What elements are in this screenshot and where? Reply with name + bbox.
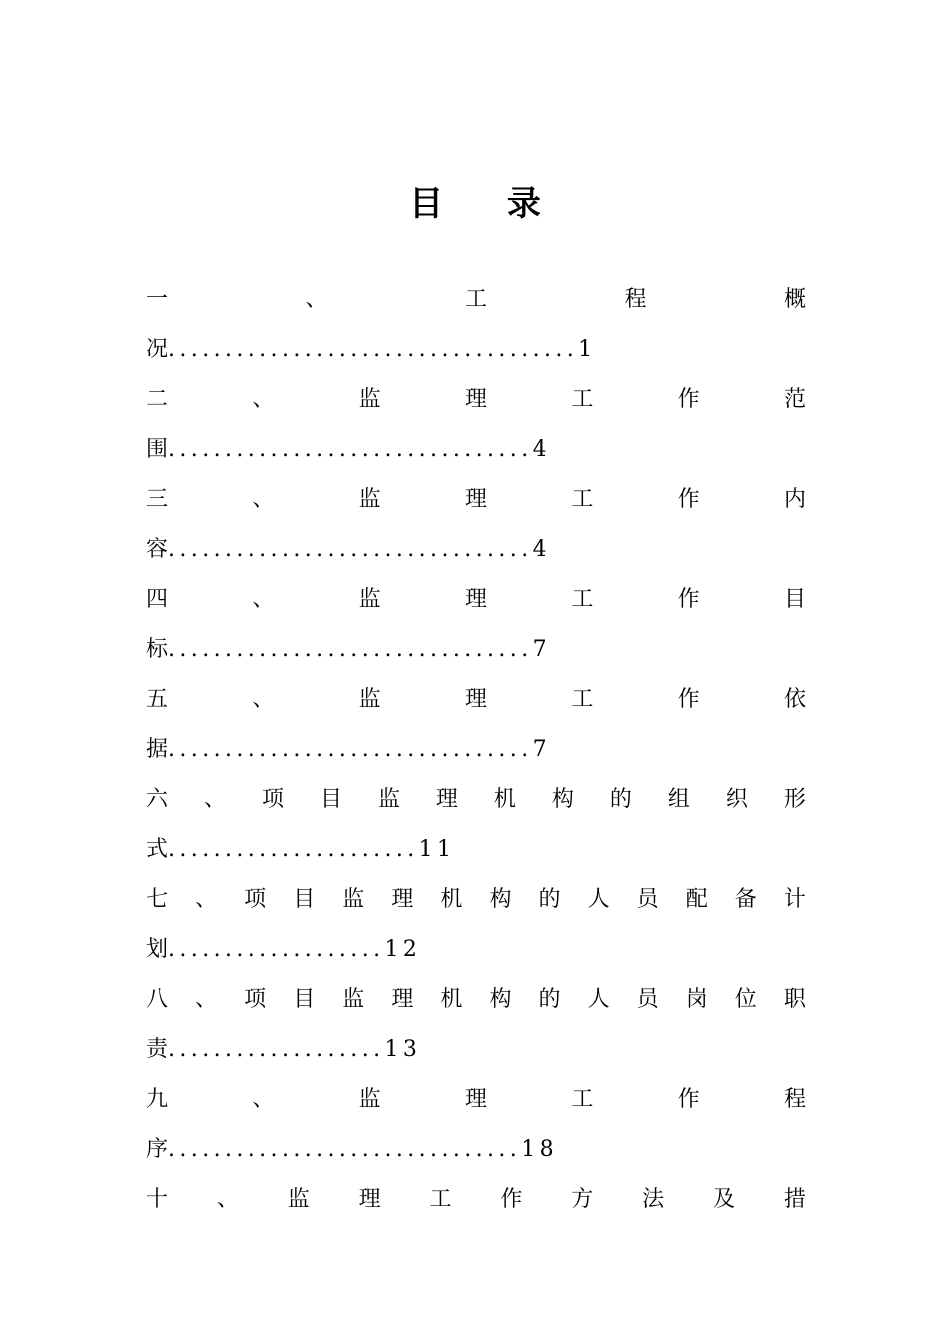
toc-entry-leader-line — [146, 1025, 806, 1075]
toc-heading-char: 计 — [783, 887, 806, 912]
toc-heading-char: 位 — [734, 987, 757, 1012]
toc-heading-char: 监 — [342, 887, 365, 912]
toc-heading-char: 、 — [252, 1087, 275, 1112]
toc-heading-char: 、 — [252, 587, 275, 612]
toc-heading-char: 理 — [435, 787, 458, 812]
toc-heading-char: 组 — [667, 787, 690, 812]
toc-heading-last-char: 划 — [146, 937, 169, 962]
toc-entry-heading-line — [146, 975, 806, 1025]
toc-leader-and-page-number: ................................7 — [168, 737, 551, 762]
toc-heading-char: 七 — [146, 887, 169, 912]
toc-entry[interactable] — [146, 975, 806, 1075]
toc-heading-char: 十 — [146, 1187, 169, 1212]
toc-heading-char: 、 — [203, 787, 226, 812]
table-of-contents — [146, 275, 806, 1225]
toc-heading-char: 程 — [783, 1087, 806, 1112]
toc-heading-char: 目 — [293, 987, 316, 1012]
toc-heading-char: 员 — [636, 987, 659, 1012]
toc-leader-and-page-number: ...................12 — [168, 937, 422, 962]
toc-heading-char: 的 — [609, 787, 632, 812]
toc-heading-char: 监 — [358, 587, 381, 612]
toc-leader-and-page-number: ................................4 — [168, 437, 551, 462]
toc-entry[interactable] — [146, 375, 806, 475]
toc-entry-leader-line — [146, 725, 806, 775]
toc-heading-char: 作 — [677, 587, 700, 612]
toc-heading-char: 项 — [244, 987, 267, 1012]
toc-heading-char: 工 — [571, 687, 594, 712]
toc-heading-char: 措 — [783, 1187, 806, 1212]
toc-heading-char: 、 — [216, 1187, 239, 1212]
toc-heading-char: 岗 — [685, 987, 708, 1012]
toc-entry-leader-line — [146, 825, 806, 875]
toc-heading-char: 理 — [464, 587, 487, 612]
toc-heading-char: 监 — [358, 487, 381, 512]
toc-heading-char: 项 — [244, 887, 267, 912]
toc-heading-char: 备 — [734, 887, 757, 912]
toc-leader-and-page-number: ...............................18 — [168, 1137, 558, 1162]
toc-heading-char: 、 — [195, 987, 218, 1012]
toc-heading-char: 、 — [305, 287, 328, 312]
toc-heading-char: 程 — [624, 287, 647, 312]
toc-heading-char: 四 — [146, 587, 169, 612]
toc-entry[interactable] — [146, 1175, 806, 1225]
toc-heading-last-char: 据 — [146, 737, 169, 762]
toc-heading-char: 三 — [146, 487, 169, 512]
toc-entry[interactable] — [146, 575, 806, 675]
toc-entry[interactable] — [146, 275, 806, 375]
toc-heading-char: 八 — [146, 987, 169, 1012]
toc-heading-char: 理 — [464, 1087, 487, 1112]
toc-entry[interactable] — [146, 1075, 806, 1175]
toc-heading-char: 构 — [551, 787, 574, 812]
toc-leader-and-page-number: ......................11 — [168, 837, 456, 862]
toc-heading-char: 构 — [489, 887, 512, 912]
toc-heading-char: 作 — [677, 1087, 700, 1112]
toc-heading-char: 形 — [783, 787, 806, 812]
toc-heading-char: 六 — [146, 787, 169, 812]
toc-heading-char: 及 — [713, 1187, 736, 1212]
toc-heading-char: 人 — [587, 887, 610, 912]
toc-leader-and-page-number: ....................................1 — [168, 337, 597, 362]
toc-heading-char: 九 — [146, 1087, 169, 1112]
toc-heading-last-char: 序 — [146, 1137, 169, 1162]
toc-heading-char: 构 — [489, 987, 512, 1012]
toc-heading-char: 的 — [538, 887, 561, 912]
toc-entry-leader-line — [146, 425, 806, 475]
toc-heading-last-char: 责 — [146, 1037, 169, 1062]
toc-heading-char: 概 — [783, 287, 806, 312]
toc-heading-char: 员 — [636, 887, 659, 912]
toc-heading-char: 依 — [783, 687, 806, 712]
toc-heading-char: 理 — [464, 387, 487, 412]
toc-entry-leader-line — [146, 925, 806, 975]
toc-entry-leader-line — [146, 525, 806, 575]
toc-heading-char: 理 — [391, 987, 414, 1012]
toc-heading-last-char: 况 — [146, 337, 169, 362]
toc-heading-char: 的 — [538, 987, 561, 1012]
toc-heading-last-char: 容 — [146, 537, 169, 562]
toc-heading-char: 理 — [464, 687, 487, 712]
toc-heading-char: 机 — [493, 787, 516, 812]
toc-heading-char: 工 — [429, 1187, 452, 1212]
toc-heading-char: 五 — [146, 687, 169, 712]
toc-entry-heading-line — [146, 1175, 806, 1225]
toc-heading-char: 理 — [464, 487, 487, 512]
toc-leader-and-page-number: ................................7 — [168, 637, 551, 662]
toc-entry-leader-line — [146, 325, 806, 375]
toc-entry-heading-line — [146, 675, 806, 725]
toc-heading-char: 、 — [252, 687, 275, 712]
toc-heading-char: 内 — [783, 487, 806, 512]
toc-heading-char: 职 — [783, 987, 806, 1012]
toc-heading-char: 目 — [783, 587, 806, 612]
toc-entry[interactable] — [146, 475, 806, 575]
toc-heading-char: 人 — [587, 987, 610, 1012]
toc-entry-heading-line — [146, 375, 806, 425]
toc-heading-char: 一 — [146, 287, 169, 312]
toc-entry-leader-line — [146, 625, 806, 675]
toc-heading-char: 监 — [358, 687, 381, 712]
toc-heading-char: 工 — [571, 587, 594, 612]
toc-heading-char: 作 — [677, 687, 700, 712]
toc-heading-last-char: 式 — [146, 837, 169, 862]
toc-heading-char: 作 — [677, 387, 700, 412]
toc-heading-char: 监 — [342, 987, 365, 1012]
toc-heading-char: 、 — [195, 887, 218, 912]
toc-heading-last-char: 围 — [146, 437, 169, 462]
toc-heading-char: 目 — [293, 887, 316, 912]
toc-entry-heading-line — [146, 475, 806, 525]
toc-entry-heading-line — [146, 875, 806, 925]
toc-heading-char: 理 — [358, 1187, 381, 1212]
toc-entry[interactable] — [146, 675, 806, 775]
toc-heading-char: 监 — [377, 787, 400, 812]
toc-heading-char: 机 — [440, 887, 463, 912]
toc-heading-char: 工 — [571, 1087, 594, 1112]
toc-entry-leader-line — [146, 1125, 806, 1175]
toc-heading-last-char: 标 — [146, 637, 169, 662]
toc-heading-char: 配 — [685, 887, 708, 912]
toc-entry[interactable] — [146, 875, 806, 975]
toc-entry-heading-line — [146, 1075, 806, 1125]
toc-entry-heading-line — [146, 575, 806, 625]
toc-heading-char: 作 — [677, 487, 700, 512]
toc-heading-char: 、 — [252, 387, 275, 412]
toc-heading-char: 法 — [642, 1187, 665, 1212]
toc-heading-char: 工 — [464, 287, 487, 312]
toc-heading-char: 监 — [358, 1087, 381, 1112]
toc-heading-char: 项 — [261, 787, 284, 812]
toc-leader-and-page-number: ................................4 — [168, 537, 551, 562]
toc-heading-char: 、 — [252, 487, 275, 512]
toc-heading-char: 理 — [391, 887, 414, 912]
toc-heading-char: 织 — [725, 787, 748, 812]
toc-heading-char: 二 — [146, 387, 169, 412]
toc-entry-heading-line — [146, 775, 806, 825]
toc-entry-heading-line — [146, 275, 806, 325]
toc-leader-and-page-number: ...................13 — [168, 1037, 422, 1062]
toc-entry[interactable] — [146, 775, 806, 875]
toc-heading-char: 机 — [440, 987, 463, 1012]
toc-heading-char: 范 — [783, 387, 806, 412]
toc-heading-char: 工 — [571, 487, 594, 512]
toc-heading-char: 监 — [358, 387, 381, 412]
page-title: 目 录 — [409, 184, 567, 224]
toc-heading-char: 工 — [571, 387, 594, 412]
toc-heading-char: 目 — [319, 787, 342, 812]
toc-heading-char: 作 — [500, 1187, 523, 1212]
toc-heading-char: 监 — [287, 1187, 310, 1212]
toc-heading-char: 方 — [571, 1187, 594, 1212]
